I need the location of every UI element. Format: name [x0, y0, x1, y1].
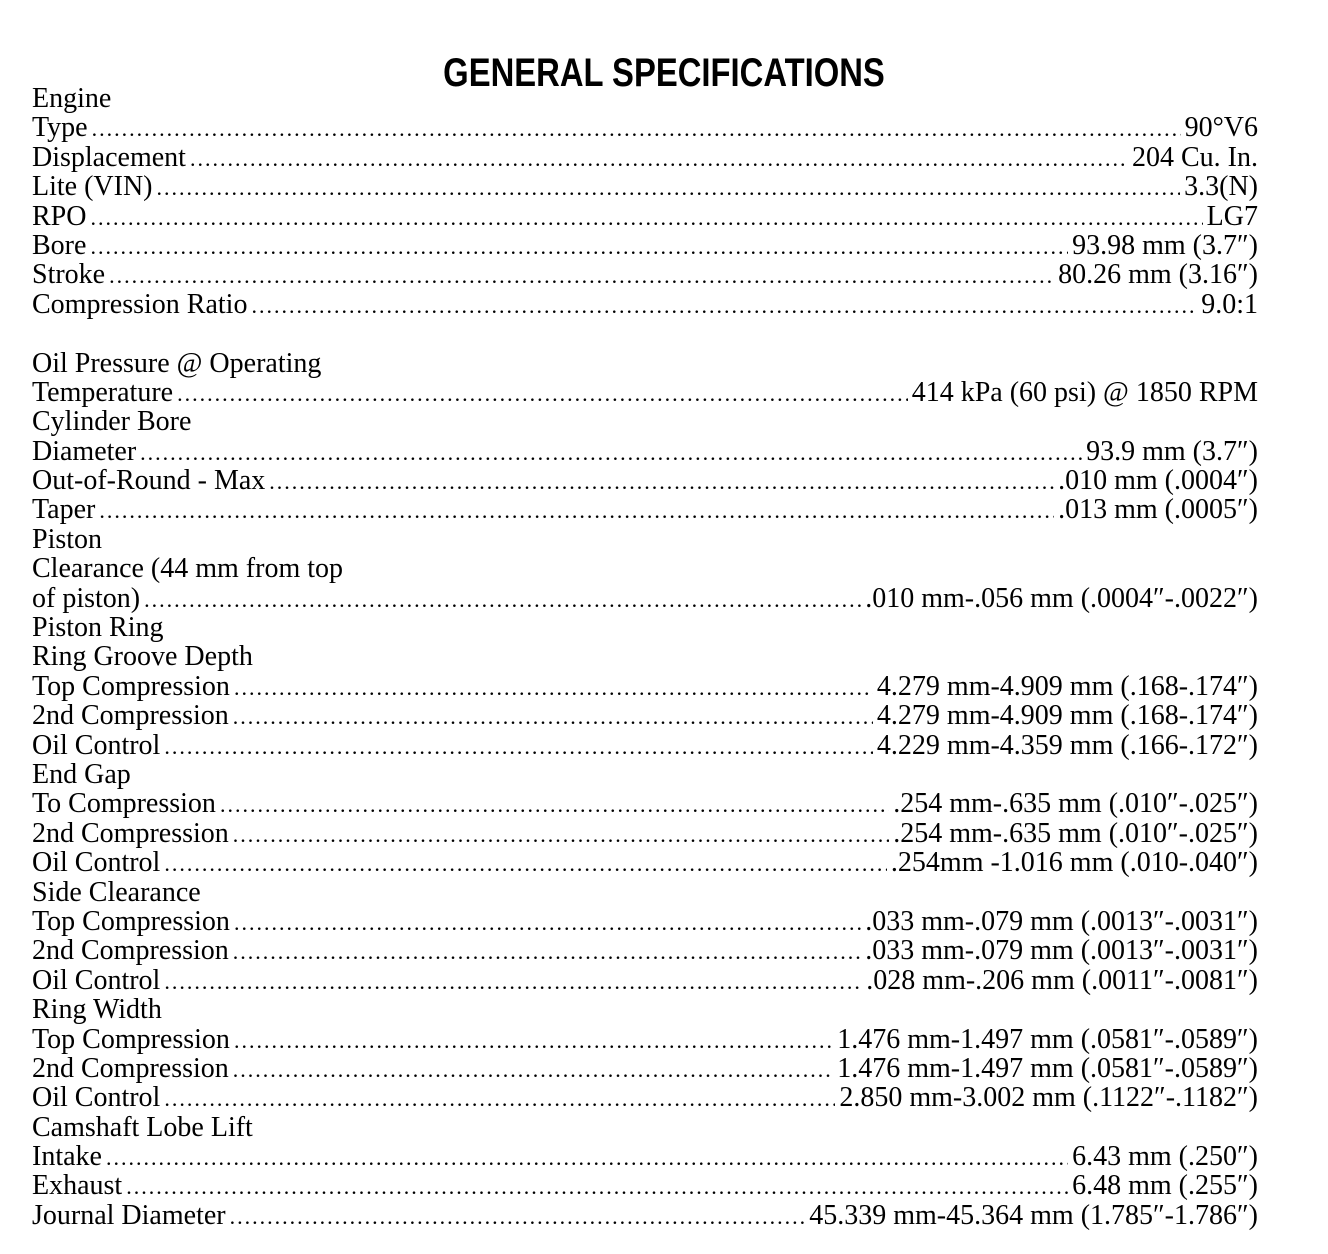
- spec-row: [32, 143, 1258, 172]
- section-heading: Clearance (44 mm from top: [32, 553, 344, 585]
- spec-value: .013 mm (.0005″): [1058, 494, 1258, 526]
- dot-leader: [220, 790, 889, 819]
- spec-label: Temperature: [32, 376, 174, 408]
- spec-value: 90°V6: [1184, 112, 1258, 144]
- dot-leader: [126, 1172, 1068, 1201]
- dot-leader: [233, 820, 889, 849]
- dot-leader: [233, 937, 861, 966]
- dot-leader: [233, 1055, 833, 1084]
- spec-label: Stroke: [32, 259, 106, 291]
- spec-label: Type: [32, 112, 88, 144]
- spec-value: 4.279 mm-4.909 mm (.168-.174″): [876, 700, 1258, 732]
- spec-value: .254mm -1.016 mm (.010-.040″): [890, 847, 1258, 879]
- dot-leader: [99, 496, 1054, 525]
- dot-leader: [251, 291, 1197, 320]
- spec-label: Top Compression: [32, 905, 230, 937]
- spec-row: [32, 672, 1258, 701]
- spec-row: [32, 701, 1258, 730]
- dot-leader: [92, 114, 1181, 143]
- spec-value: 3.3(N): [1184, 171, 1258, 203]
- dot-leader: [106, 1143, 1068, 1172]
- spec-label: Displacement: [32, 141, 186, 173]
- spec-label: of piston): [32, 582, 141, 614]
- spec-row: [32, 1171, 1258, 1200]
- spec-row: [32, 260, 1258, 289]
- spec-row: [32, 819, 1258, 848]
- spec-row: [32, 290, 1258, 319]
- spec-value: .010 mm-.056 mm (.0004″-.0022″): [865, 582, 1258, 614]
- spec-row: [32, 1142, 1258, 1171]
- spec-row: [32, 848, 1258, 877]
- spec-value: .010 mm (.0004″): [1058, 465, 1258, 497]
- spec-label: Journal Diameter: [32, 1199, 226, 1231]
- dot-leader: [164, 967, 862, 996]
- page-title: GENERAL SPECIFICATIONS: [443, 50, 885, 95]
- dot-leader: [234, 908, 861, 937]
- spec-row: [32, 113, 1258, 142]
- spec-row: [32, 437, 1258, 466]
- section-heading: Ring Groove Depth: [32, 641, 253, 673]
- spec-row: [32, 907, 1258, 936]
- spec-row: [32, 584, 1258, 613]
- section-heading: Camshaft Lobe Lift: [32, 1111, 253, 1143]
- spec-row: [32, 495, 1258, 524]
- dot-leader: [164, 1084, 835, 1113]
- spec-label: To Compression: [32, 788, 216, 820]
- spec-label: Top Compression: [32, 670, 230, 702]
- spec-row: [32, 731, 1258, 760]
- dot-leader: [90, 203, 1202, 232]
- section-heading: End Gap: [32, 758, 131, 790]
- spec-label: Exhaust: [32, 1170, 123, 1202]
- dot-leader: [140, 438, 1082, 467]
- spec-value: 45.339 mm-45.364 mm (1.785″-1.786″): [809, 1199, 1258, 1231]
- spec-label: 2nd Compression: [32, 935, 229, 967]
- dot-leader: [109, 261, 1054, 290]
- dot-leader: [90, 232, 1068, 261]
- spec-value: .028 mm-.206 mm (.0011″-.0081″): [866, 964, 1258, 996]
- section-heading: Piston: [32, 523, 103, 555]
- dot-leader: [269, 467, 1054, 496]
- spec-value: LG7: [1206, 200, 1258, 232]
- spec-value: .254 mm-.635 mm (.010″-.025″): [893, 788, 1258, 820]
- dot-leader: [233, 702, 873, 731]
- dot-leader: [230, 1202, 806, 1231]
- spec-row: [32, 1054, 1258, 1083]
- spec-label: Compression Ratio: [32, 288, 248, 320]
- spec-label: Oil Control: [32, 964, 161, 996]
- spec-value: 80.26 mm (3.16″): [1058, 259, 1258, 291]
- spec-value: 6.43 mm (.250″): [1072, 1141, 1258, 1173]
- spec-list: [32, 84, 1258, 1230]
- dot-leader: [234, 1026, 833, 1055]
- spec-value: .033 mm-.079 mm (.0013″-.0031″): [865, 935, 1258, 967]
- spec-value: 4.279 mm-4.909 mm (.168-.174″): [876, 670, 1258, 702]
- dot-leader: [164, 849, 887, 878]
- dot-leader: [157, 173, 1181, 202]
- spec-label: RPO: [32, 200, 87, 232]
- spec-label: Bore: [32, 229, 87, 261]
- spec-label: Out-of-Round - Max: [32, 465, 266, 497]
- dot-leader: [177, 379, 908, 408]
- spec-value: 6.48 mm (.255″): [1072, 1170, 1258, 1202]
- spec-label: Oil Control: [32, 1082, 161, 1114]
- spec-row: [32, 466, 1258, 495]
- spec-value: 204 Cu. In.: [1132, 141, 1258, 173]
- section-heading: Piston Ring: [32, 612, 164, 644]
- spec-label: Oil Control: [32, 729, 161, 761]
- spec-row: [32, 1025, 1258, 1054]
- spec-row: [32, 1201, 1258, 1230]
- spec-row: [32, 231, 1258, 260]
- dot-leader: [144, 585, 861, 614]
- dot-leader: [164, 732, 873, 761]
- section-heading: Cylinder Bore: [32, 406, 192, 438]
- spec-value: 1.476 mm-1.497 mm (.0581″-.0589″): [837, 1023, 1258, 1055]
- spec-row: [32, 936, 1258, 965]
- spec-value: .254 mm-.635 mm (.010″-.025″): [893, 817, 1258, 849]
- spec-label: Diameter: [32, 435, 137, 467]
- section-heading: Ring Width: [32, 994, 162, 1026]
- spec-value: 93.98 mm (3.7″): [1072, 229, 1258, 261]
- spec-value: 414 kPa (60 psi) @ 1850 RPM: [911, 376, 1258, 408]
- spec-label: Oil Control: [32, 847, 161, 879]
- section-heading: Engine: [32, 83, 112, 114]
- spec-value: 93.9 mm (3.7″): [1086, 435, 1258, 467]
- spec-row: [32, 172, 1258, 201]
- spec-value: 9.0:1: [1201, 288, 1258, 320]
- section-heading: Side Clearance: [32, 876, 201, 908]
- spec-value: 4.229 mm-4.359 mm (.166-.172″): [876, 729, 1258, 761]
- spec-row: [32, 378, 1258, 407]
- dot-leader: [190, 144, 1128, 173]
- spec-label: 2nd Compression: [32, 700, 229, 732]
- spec-label: 2nd Compression: [32, 1052, 229, 1084]
- spec-label: 2nd Compression: [32, 817, 229, 849]
- spec-row: [32, 202, 1258, 231]
- spec-value: 1.476 mm-1.497 mm (.0581″-.0589″): [837, 1052, 1258, 1084]
- spec-value: .033 mm-.079 mm (.0013″-.0031″): [865, 905, 1258, 937]
- spec-label: Lite (VIN): [32, 171, 153, 203]
- spec-label: Top Compression: [32, 1023, 230, 1055]
- spec-label: Intake: [32, 1141, 102, 1173]
- spec-row: [32, 789, 1258, 818]
- spec-label: Taper: [32, 494, 96, 526]
- spec-row: [32, 1083, 1258, 1112]
- spec-value: 2.850 mm-3.002 mm (.1122″-.1182″): [839, 1082, 1258, 1114]
- section-heading: Oil Pressure @ Operating: [32, 347, 322, 379]
- dot-leader: [234, 673, 873, 702]
- spec-row: [32, 966, 1258, 995]
